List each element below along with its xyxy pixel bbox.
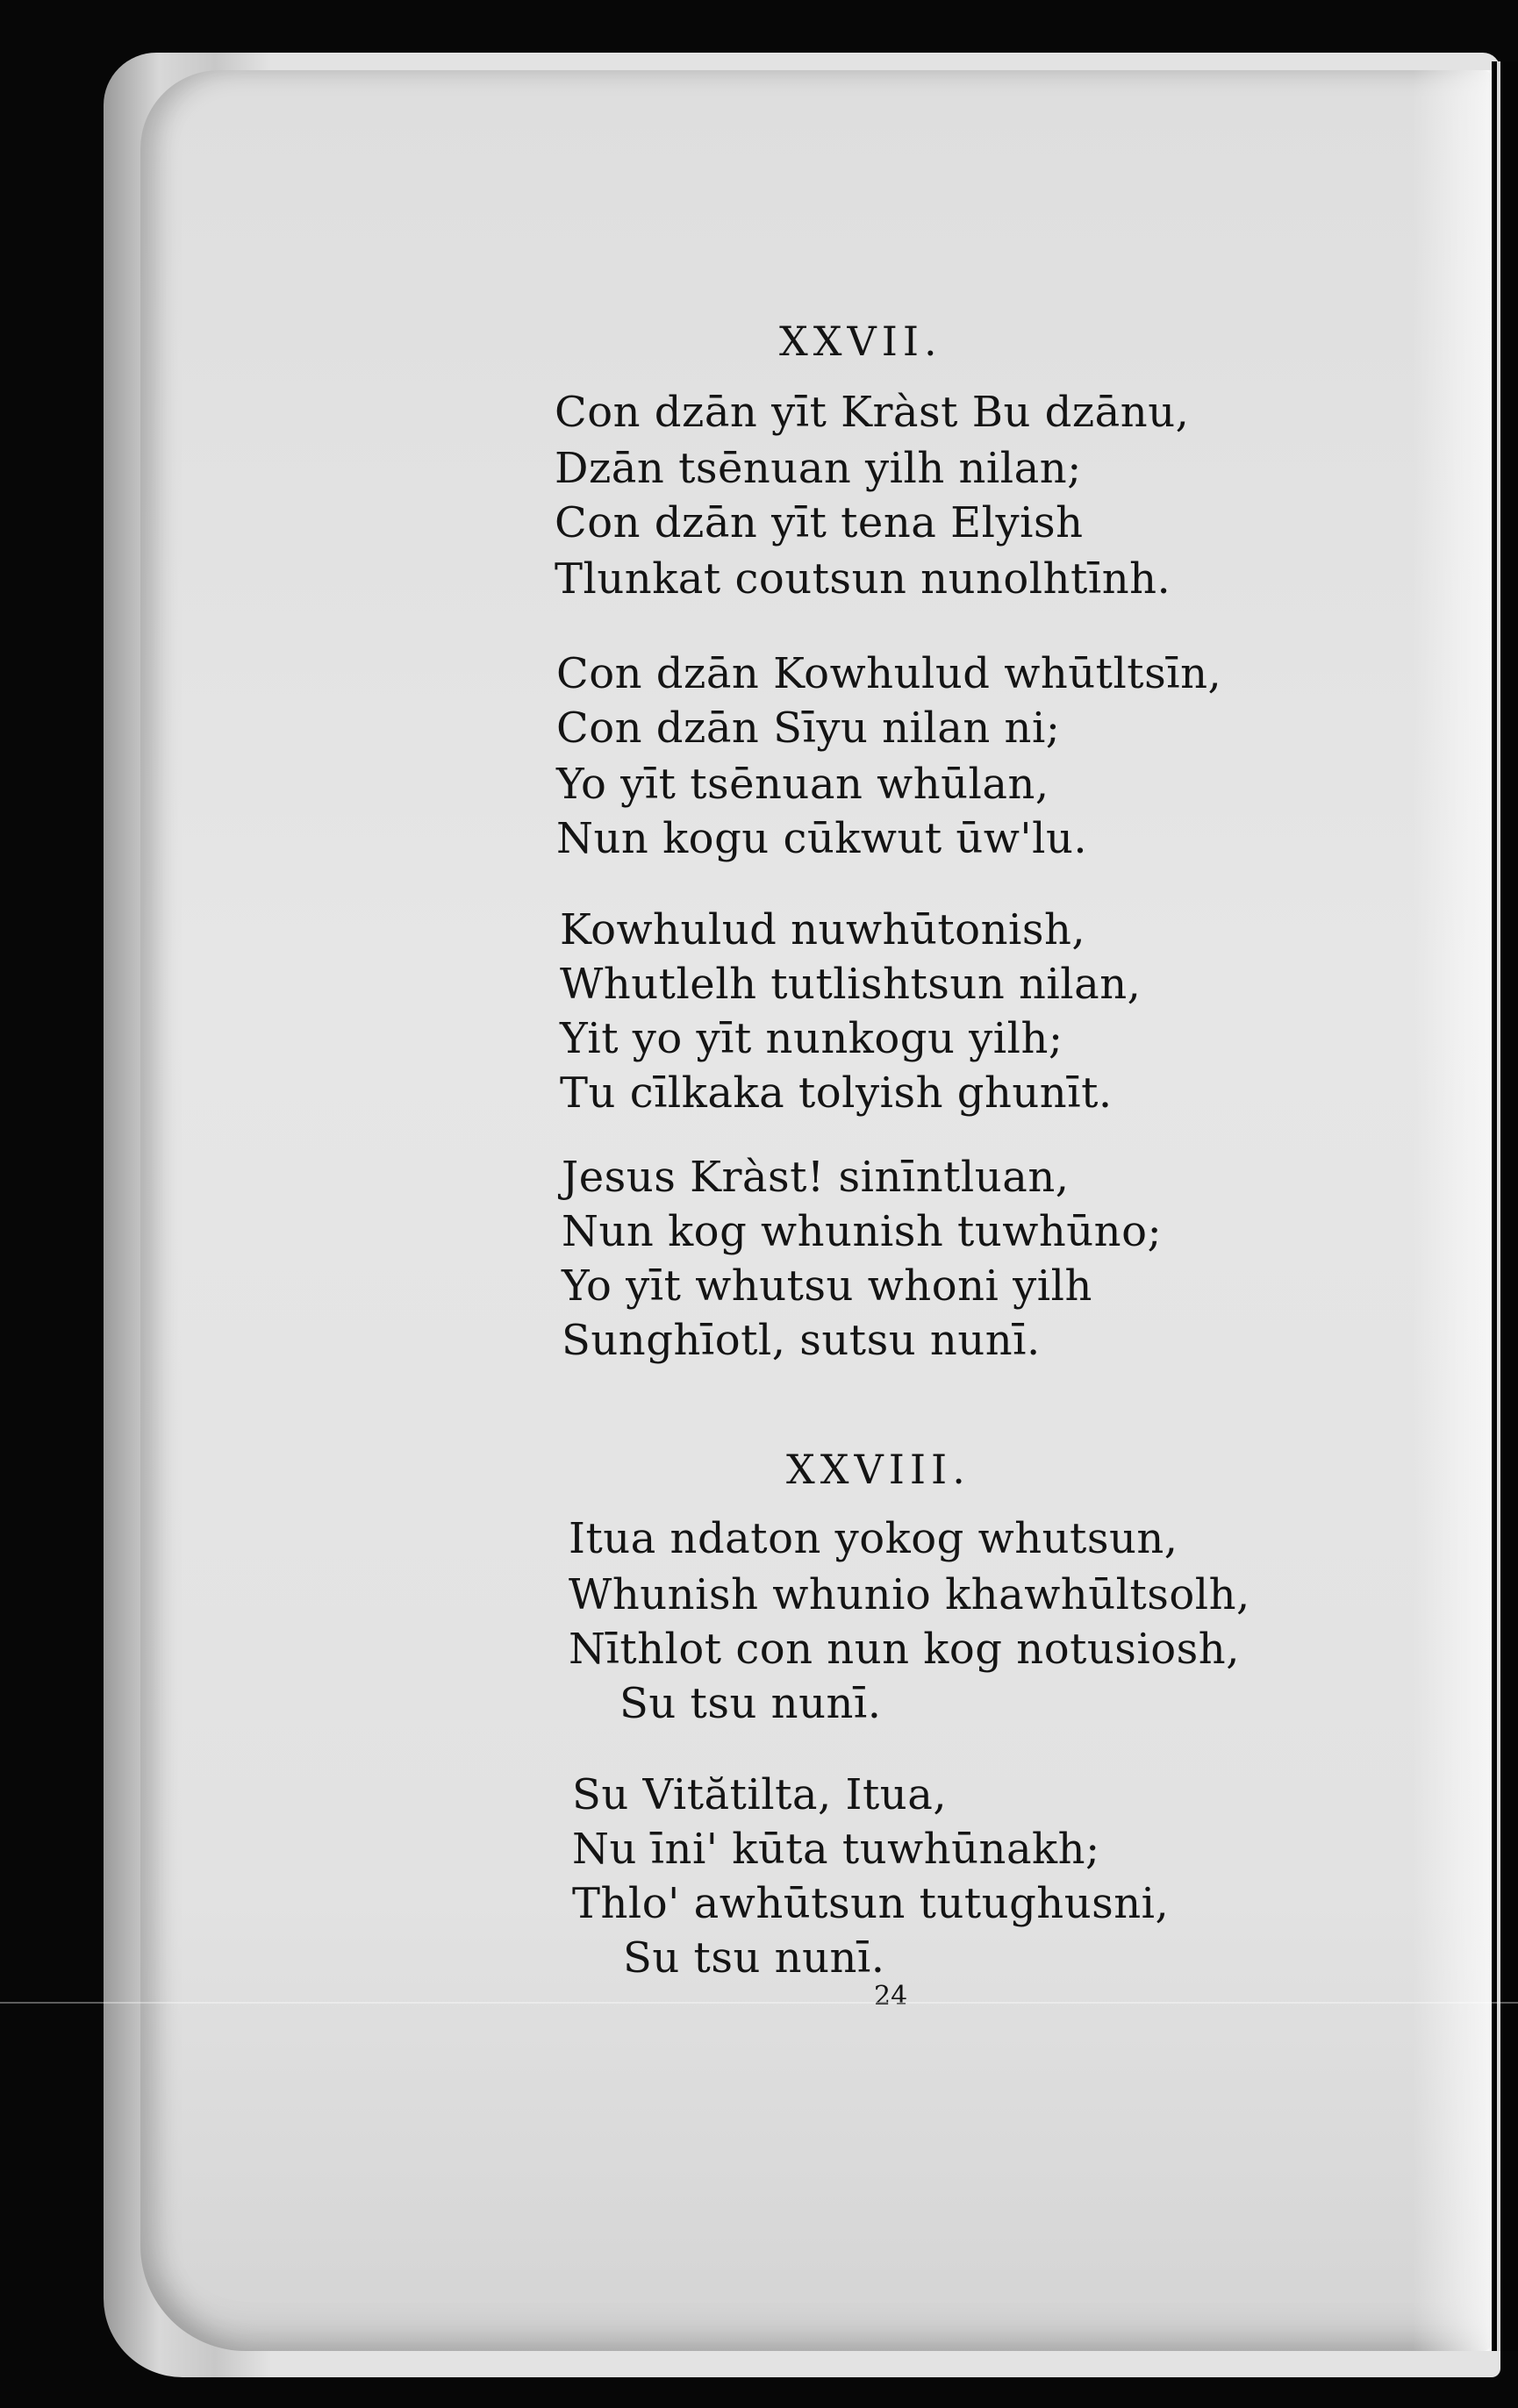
verse-line: Con dzān yīt tena Elyish: [555, 498, 1084, 547]
verse-line: Yit yo yīt nunkogu yilh;: [560, 1014, 1063, 1063]
verse-line: Itua ndaton yokog whutsun,: [569, 1514, 1178, 1563]
verse-line: Nu īni' kūta tuwhūnakh;: [572, 1825, 1100, 1874]
verse-line: Jesus Kràst! sinīntluan,: [562, 1153, 1070, 1202]
verse-line: Nun kog whunish tuwhūno;: [562, 1207, 1163, 1256]
verse-line: Nīthlot con nun kog notusiosh,: [569, 1625, 1240, 1674]
verse-line: Yo yīt whutsu whoni yilh: [562, 1261, 1092, 1311]
verse-line: Whunish whunio khawhūltsolh,: [569, 1570, 1250, 1619]
verse-line: Su Vitătilta, Itua,: [572, 1770, 948, 1819]
verse-line: Su tsu nunī.: [623, 1933, 885, 1983]
verse-line: Con dzān Kowhulud whūtltsīn,: [556, 649, 1222, 698]
verse-line: Tlunkat coutsun nunolhtīnh.: [555, 554, 1171, 604]
hymn-heading-xxvii: XXVII.: [779, 318, 942, 365]
verse-line: Tu cīlkaka tolyish ghunīt.: [560, 1068, 1113, 1118]
verse-line: Whutlelh tutlishtsun nilan,: [560, 960, 1142, 1009]
hymn-heading-xxviii: XXVIII.: [786, 1446, 970, 1493]
verse-line: Thlo' awhūtsun tutughusni,: [572, 1879, 1170, 1928]
verse-line: Con dzān Sīyu nilan ni;: [556, 704, 1061, 753]
verse-line: Dzān tsēnuan yilh nilan;: [555, 444, 1082, 493]
verse-line: Kowhulud nuwhūtonish,: [560, 905, 1086, 954]
verse-line: Su tsu nunī.: [619, 1679, 882, 1728]
verse-line: Yo yīt tsēnuan whūlan,: [556, 760, 1049, 809]
scan-artifact-line: [0, 2002, 1518, 2004]
verse-line: Nun kogu cūkwut ūw'lu.: [556, 814, 1088, 863]
verse-line: Con dzān yīt Kràst Bu dzānu,: [555, 388, 1190, 437]
page-number: 24: [874, 1981, 908, 2011]
verse-line: Sunghīotl, sutsu nunī.: [562, 1316, 1041, 1365]
